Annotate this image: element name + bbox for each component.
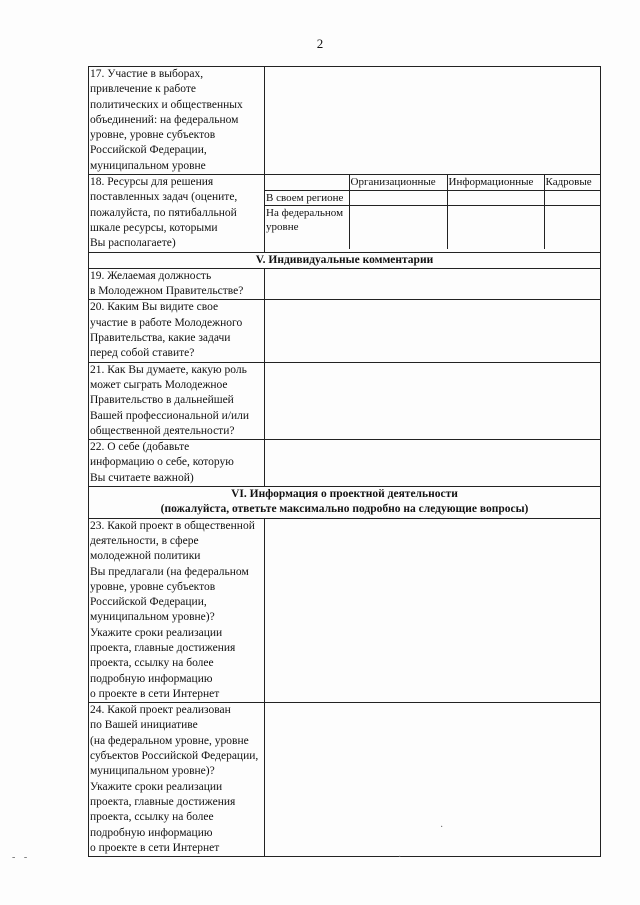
scan-speck: - - [12, 852, 31, 863]
rating-region-org[interactable] [349, 190, 447, 205]
resources-grid [265, 175, 601, 249]
question-row-21 [89, 362, 601, 439]
rating-region-info[interactable] [447, 190, 544, 205]
section-6-row [89, 487, 601, 519]
question-row-17 [89, 67, 601, 175]
answer-17[interactable] [265, 67, 601, 175]
answer-21[interactable] [265, 362, 601, 439]
resources-row-federal: На федеральном уровне [265, 205, 349, 249]
page-number: 2 [316, 36, 324, 51]
answer-20[interactable] [265, 300, 601, 362]
section-5-heading: V. Индивидуальные комментарии [89, 252, 601, 268]
question-row-20 [89, 300, 601, 362]
question-row-24 [89, 703, 601, 857]
scan-speck: · [398, 852, 402, 863]
section-6-subtitle: (пожалуйста, ответьте максимально подробно на следующие вопросы) [160, 503, 529, 516]
section-5-row [89, 252, 601, 268]
section-6-title: VI. Информация о проектной деятельности [231, 488, 458, 501]
question-20: 20. Каким Вы видите свое участие в работе Молодежного Правительства, какие задачи перед собой ставите? [89, 300, 265, 362]
resources-col-staff: Кадровые [544, 175, 601, 190]
scan-speck: · [440, 822, 444, 833]
resources-col-info: Информационные [447, 175, 544, 190]
rating-federal-org[interactable] [349, 205, 447, 249]
resources-col-org: Организационные [349, 175, 447, 190]
question-17: 17. Участие в выборах, привлечение к работе политических и общественных объединений: на федеральном уровне, уровне субъектов Российской Федерации, муниципальном уровне [89, 67, 265, 175]
answer-19[interactable] [265, 268, 601, 300]
answer-22[interactable] [265, 440, 601, 487]
resources-row-region: В своем регионе [265, 190, 349, 205]
question-22: 22. О себе (добавьте информацию о себе, которую Вы считаете важной) [89, 440, 265, 487]
question-row-18 [89, 175, 601, 252]
question-21: 21. Как Вы думаете, какую роль может сыграть Молодежное Правительство в дальнейшей Вашей профессиональной и/или общественной деятельности? [89, 362, 265, 439]
question-row-19 [89, 268, 601, 300]
question-row-23 [89, 518, 601, 703]
question-24: 24. Какой проект реализован по Вашей инициативе (на федеральном уровне, уровне субъектов Российской Федерации, муниципальном уровне)? Укажите сроки реализации проекта, главные достижения проекта, ссылку на более подробную информацию о проекте в сети Интернет [89, 703, 265, 857]
question-19: 19. Желаемая должность в Молодежном Правительстве? [89, 268, 265, 300]
answer-23[interactable] [265, 518, 601, 703]
rating-federal-staff[interactable] [544, 205, 601, 249]
rating-federal-info[interactable] [447, 205, 544, 249]
resources-corner [265, 175, 349, 190]
resources-grid-cell [265, 175, 601, 252]
section-6-heading [89, 487, 601, 519]
question-row-22 [89, 440, 601, 487]
answer-24[interactable] [265, 703, 601, 857]
question-18: 18. Ресурсы для решения поставленных задач (оцените, пожалуйста, по пятибалльной шкале ресурсы, которыми Вы располагаете) [89, 175, 265, 252]
question-23: 23. Какой проект в общественной деятельности, в сфере молодежной политики Вы предлагали (на федеральном уровне, уровне субъектов Российской Федерации, муниципальном уровне)? Укажите сроки реализации проекта, главные достижения проекта, ссылку на более подробную информацию о проекте в сети Интернет [89, 518, 265, 703]
questionnaire-table [88, 66, 601, 857]
rating-region-staff[interactable] [544, 190, 601, 205]
